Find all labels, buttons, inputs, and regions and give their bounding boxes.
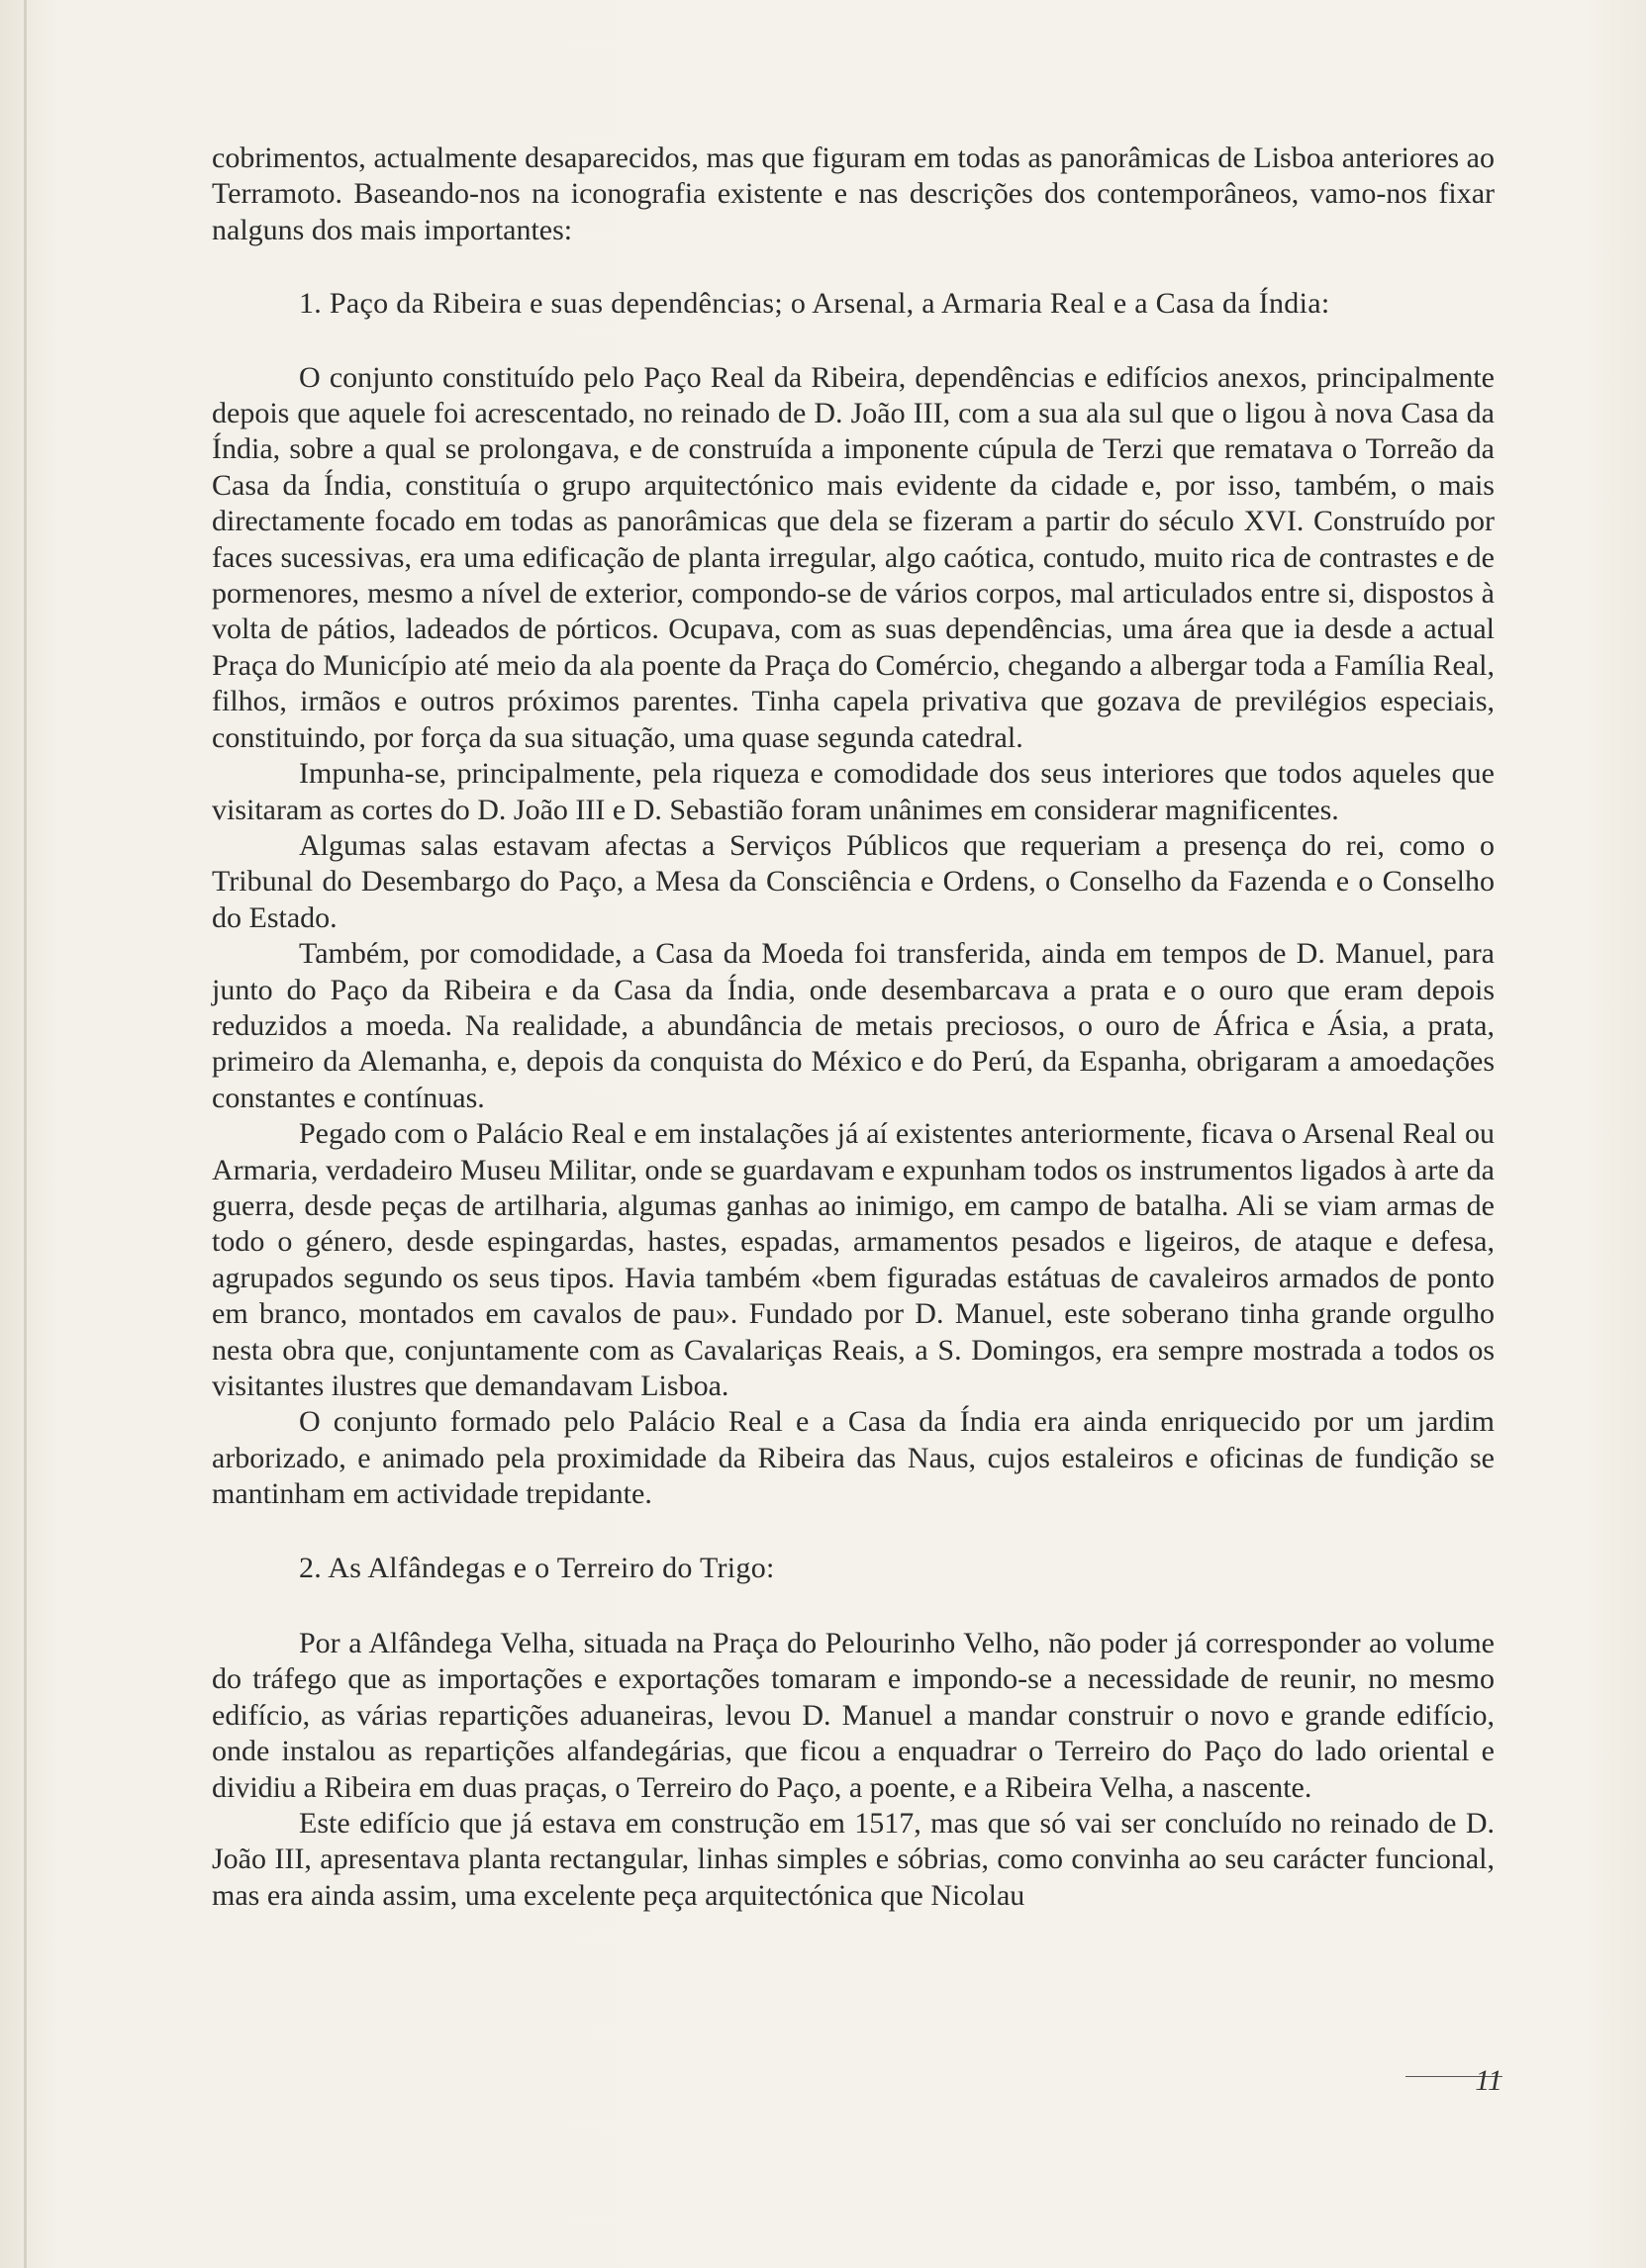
paragraph: Este edifício que já estava em construção em 1517, mas que só vai ser concluído no reinado de D. João III, apresentava planta rectangular, linhas simples e sóbrias, como convinha ao seu carácter funcional, mas era ainda assim, uma excelente peça arquitectónica que Nicolau (212, 1807, 1495, 1912)
spacer (212, 1513, 1495, 1551)
paragraph: Pegado com o Palácio Real e em instalações já aí existentes anteriormente, ficava o Arsenal Real ou Armaria, verdadeiro Museu Militar, onde se guardavam e expunham todos os instrumentos ligados à arte da guerra, desde peças de artilharia, algumas ganhas ao inimigo, em campo de batalha. Ali se viam armas de todo o género, desde espingardas, hastes, espadas, armamentos pesados e ligeiros, de ataque e defesa, agrupados segundo os seus tipos. Havia também «bem figuradas estátuas de cavaleiros armados de ponto em branco, montados em cavalos de pau». Fundado por D. Manuel, este soberano tinha grande orgulho nesta obra que, conjuntamente com as Cavalariças Reais, a S. Domingos, era sempre mostrada a todos os visitantes ilustres que demandavam Lisboa. (212, 1117, 1495, 1402)
spacer (212, 323, 1495, 360)
paragraph: Também, por comodidade, a Casa da Moeda foi transferida, ainda em tempos de D. Manuel, para junto do Paço da Ribeira e da Casa da Índia, onde desembarcava a prata e o ouro que eram depois reduzidos a moeda. Na realidade, a abundância de metais preciosos, o ouro de África e Ásia, a prata, primeiro da Alemanha, e, depois da conquista do México e do Perú, da Espanha, obrigaram a amoedações constantes e contínuas. (212, 937, 1495, 1114)
paragraph: Impunha-se, principalmente, pela riqueza e comodidade dos seus interiores que todos aqueles que visitaram as cortes do D. João III e D. Sebastião foram unânimes em considerar magnificentes. (212, 757, 1495, 826)
page-number: 11 (1475, 2064, 1502, 2097)
spacer (212, 1586, 1495, 1626)
section-heading-1: 1. Paço da Ribeira e suas dependências; o Arsenal, a Armaria Real e a Casa da Índia: (299, 287, 1330, 321)
spacer (212, 248, 1495, 286)
paragraph: O conjunto constituído pelo Paço Real da Ribeira, dependências e edifícios anexos, principalmente depois que aquele foi acrescentado, no reinado de D. João III, com a sua ala sul que o ligou à nova Casa da Índia, sobre a qual se prolongava, e de construída a imponente cúpula de Terzi que rematava o Torreão da Casa da Índia, constituía o grupo arquitectónico mais evidente da cidade e, por isso, também, o mais directamente focado em todas as panorâmicas que dela se fizeram a partir do século XVI. Construído por faces sucessivas, era uma edificação de planta irregular, algo caótica, contudo, muito rica de contrastes e de pormenores, mesmo a nível de exterior, compondo-se de vários corpos, mal articulados entre si, dispostos à volta de pátios, ladeados de pórticos. Ocupava, com as suas dependências, uma área que ia desde a actual Praça do Município até meio da ala poente da Praça do Comércio, chegando a albergar toda a Família Real, filhos, irmãos e outros próximos parentes. Tinha capela privativa que gozava de previlégios especiais, constituindo, por força da sua situação, uma quase segunda catedral. (212, 360, 1495, 754)
binding-edge (24, 0, 27, 2268)
section-heading-2: 2. As Alfândegas e o Terreiro do Trigo: (299, 1551, 775, 1584)
paragraph-intro: cobrimentos, actualmente desaparecidos, mas que figuram em todas as panorâmicas de Lisboa anteriores ao Terramoto. Baseando-nos na iconografia existente e nas descrições dos contemporâneos, vamo-nos fixar nalguns dos mais importantes: (212, 142, 1495, 246)
paragraph: O conjunto formado pelo Palácio Real e a Casa da Índia era ainda enriquecido por um jardim arborizado, e animado pela proximidade da Ribeira das Naus, cujos estaleiros e oficinas de fundição se mantinham em actividade trepidante. (212, 1405, 1495, 1511)
paragraph: Por a Alfândega Velha, situada na Praça do Pelourinho Velho, não poder já corresponder ao volume do tráfego que as importações e exportações tomaram e impondo-se a necessidade de reunir, no mesmo edifício, as várias repartições aduaneiras, levou D. Manuel a mandar construir o novo e grande edifício, onde instalou as repartições alfandegárias, que ficou a enquadrar o Terreiro do Paço do lado oriental e dividiu a Ribeira em duas praças, o Terreiro do Paço, a poente, e a Ribeira Velha, a nascente. (212, 1627, 1495, 1804)
paragraph: Algumas salas estavam afectas a Serviços Públicos que requeriam a presença do rei, como o Tribunal do Desembargo do Paço, a Mesa da Consciência e Ordens, o Conselho da Fazenda e o Conselho do Estado. (212, 828, 1495, 934)
body-text (212, 141, 1495, 1914)
